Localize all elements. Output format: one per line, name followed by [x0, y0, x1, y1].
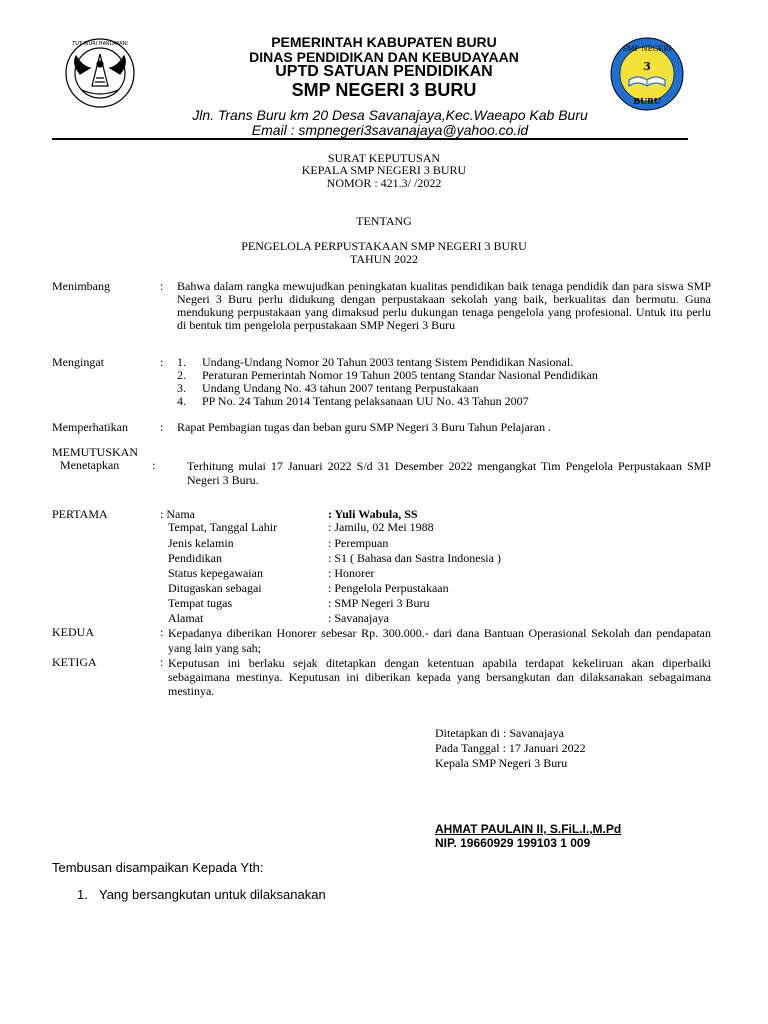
bio-value-gender: : Perempuan — [328, 536, 389, 550]
title-number: NOMOR : 421.3/ /2022 — [326, 176, 442, 190]
right-logo-text-num: 3 — [643, 60, 651, 73]
title-line1: SURAT KEPUTUSAN — [327, 151, 441, 165]
memperhatikan-text: Rapat Pembagian tugas dan beban guru SMP Negeri 3 Buru Tahun Pelajaran . — [177, 420, 552, 434]
kedua-colon: : — [160, 625, 164, 639]
bio-value-ttl: : Jamilu, 02 Mei 1988 — [328, 520, 434, 534]
tembusan-heading: Tembusan disampaikan Kepada Yth: — [52, 860, 264, 875]
ketiga-colon: : — [160, 655, 164, 669]
smp-negeri-3-buru-logo — [607, 36, 687, 112]
kedua-label: KEDUA — [52, 625, 94, 639]
signature-date: Pada Tanggal : 17 Januari 2022 — [435, 741, 586, 755]
right-logo-text-top: SMP NEGERI — [622, 45, 672, 53]
bio-value-education: : S1 ( Bahasa dan Sastra Indonesia ) — [328, 551, 501, 565]
bio-value-status: : Honorer — [328, 566, 375, 580]
ketiga-text: Keputusan ini berlaku sejak ditetapkan dengan ketentuan apabila terdapat kekeliruan akan diperbaiki sebagaimana mestinya. Keputusan ini diberikan kepada yang bersangkutan dan dilaksanakan sebagaimana mestinya. — [168, 656, 711, 698]
right-logo-text-bottom: BURU — [633, 96, 661, 106]
ketiga-label: KETIGA — [52, 655, 97, 669]
bio-value-address: : Savanajaya — [328, 611, 389, 625]
letterhead-divider — [52, 138, 688, 140]
menimbang-text: Bahwa dalam rangka mewujudkan peningkatan kualitas pendidikan baik tenaga pendidik dan para siswa SMP Negeri 3 Buru perlu didukung dengan perpustakaan sekolah yang baik, berkualitas dan bermutu. Guna mendukung perpustakaan yang dimaksud perlu dukungan tenaga pengelola yang profesional. Untuk itu perlu di bentuk tim pengelola perpustakaan SMP Negeri 3 Buru — [177, 279, 711, 332]
kedua-text: Kepadanya diberikan Honorer sebesar Rp. 300.000.- dari dana Bantuan Operasional Sekolah dan pendapatan yang lain yang sah; — [168, 626, 711, 655]
letterhead-line3: UPTD SATUAN PENDIDIKAN — [275, 63, 493, 80]
bio-key-gender: Jenis kelamin — [168, 536, 234, 550]
letterhead-address: Jln. Trans Buru km 20 Desa Savanajaya,Kec.Waeapo Kab Buru — [192, 107, 588, 123]
bio-key-address: Alamat — [168, 611, 204, 625]
bio-key-education: Pendidikan — [168, 551, 222, 565]
letterhead-address-block — [160, 108, 620, 138]
bio-value-assignment: : Pengelola Perpustakaan — [328, 581, 449, 595]
menetapkan-text: Terhitung mulai 17 Januari 2022 S/d 31 Desember 2022 mengangkat Tim Pengelola Perpustakaan SMP Negeri 3 Buru. — [187, 459, 711, 487]
list-item: 3. Undang Undang No. 43 tahun 2007 tentang Perpustakaan — [177, 381, 479, 395]
list-item: 1. Undang-Undang Nomor 20 Tahun 2003 tentang Sistem Pendidikan Nasional. — [177, 355, 574, 369]
title-tentang: TENTANG — [356, 214, 412, 228]
memutuskan-label: MEMUTUSKAN — [52, 445, 139, 459]
signatory-nip: NIP. 19660929 199103 1 009 — [435, 836, 591, 850]
letterhead-school-name: SMP NEGERI 3 BURU — [291, 80, 477, 100]
bio-value-nama: : Yuli Wabula, SS — [328, 507, 418, 521]
list-item: 4. PP No. 24 Tahun 2014 Tentang pelaksanaan UU No. 43 Tahun 2007 — [177, 394, 529, 408]
menetapkan-colon: : — [152, 458, 156, 472]
letterhead-email: Email : smpnegeri3savanajaya@yahoo.co.id — [251, 122, 529, 138]
letterhead-line2: DINAS PENDIDIKAN DAN KEBUDAYAAN — [249, 49, 519, 65]
mengingat-list — [177, 356, 697, 408]
title-line2: KEPALA SMP NEGERI 3 BURU — [301, 163, 467, 177]
letterhead-line1: PEMERINTAH KABUPATEN BURU — [271, 34, 497, 50]
signature-position: Kepala SMP Negeri 3 Buru — [435, 756, 568, 770]
bio-key-assignment: Ditugaskan sebagai — [168, 581, 262, 595]
menimbang-colon: : — [160, 279, 164, 293]
bio-key-status: Status kepegawaian — [168, 566, 263, 580]
bio-key-nama: : Nama — [160, 507, 195, 521]
pertama-label: PERTAMA — [52, 507, 108, 521]
mengingat-colon: : — [160, 355, 164, 369]
list-item: 2. Peraturan Pemerintah Nomor 19 Tahun 2005 tentang Standar Nasional Pendidikan — [177, 368, 598, 382]
signature-place: Ditetapkan di : Savanajaya — [435, 726, 564, 740]
tembusan-item-num: 1. — [77, 887, 88, 902]
bio-value-workplace: : SMP Negeri 3 Buru — [328, 596, 430, 610]
memperhatikan-label: Memperhatikan — [52, 420, 128, 434]
mengingat-label: Mengingat — [52, 355, 104, 369]
menetapkan-label: Menetapkan — [60, 458, 120, 472]
signatory-name: AHMAT PAULAIN II, S.FiL.I.,M.Pd — [435, 822, 622, 836]
bio-key-workplace: Tempat tugas — [168, 596, 233, 610]
menimbang-label: Menimbang — [52, 279, 110, 293]
title-subject: PENGELOLA PERPUSTAKAAN SMP NEGERI 3 BURU — [241, 239, 527, 253]
title-year: TAHUN 2022 — [349, 252, 419, 266]
memperhatikan-colon: : — [160, 420, 164, 434]
left-logo-text: TUT WURI HANDAYANI — [72, 41, 128, 47]
tembusan-item-text: Yang bersangkutan untuk dilaksanakan — [99, 887, 326, 902]
bio-key-ttl: Tempat, Tanggal Lahir — [168, 520, 278, 534]
